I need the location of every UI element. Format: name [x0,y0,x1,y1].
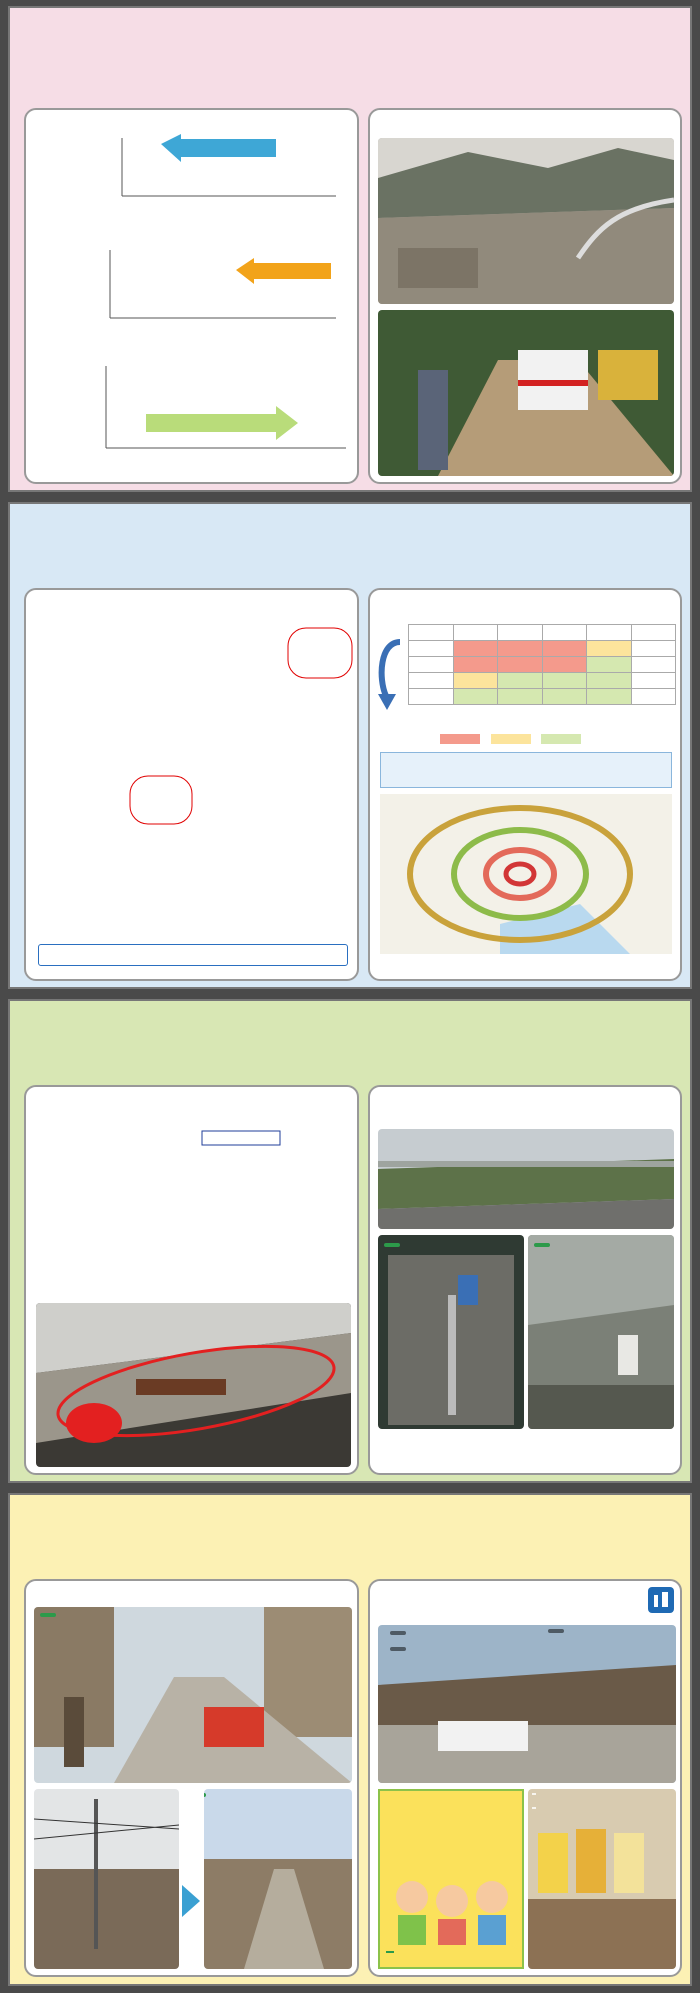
table-header-row [409,625,676,641]
repair-photo [528,1235,674,1429]
roadside-station-panel [368,1579,682,1977]
legend-swatch-free [541,734,581,744]
tdm-panel [368,588,682,981]
disaster-panel [368,108,682,484]
section-maintenance [8,999,692,1483]
table-cell [498,673,543,689]
table-cell-route [409,657,454,673]
table-row [409,641,676,657]
legend-swatch-busy [491,734,531,744]
table-cell [453,689,498,705]
curved-arrow-icon [376,638,404,718]
table-cell [542,641,587,657]
table-header [409,625,454,641]
table-cell [453,641,498,657]
increase-arrow [146,406,298,440]
section-expressway [8,6,692,492]
section-walkable-roads [8,1493,692,1986]
community-station-photo [378,1625,676,1783]
tdm-ring-road-map [380,794,672,954]
inspection-photo [378,1235,524,1429]
delivery-service-poster [378,1789,524,1969]
table-cell [587,673,632,689]
table-cell [631,689,676,705]
table-header [453,625,498,641]
reduction-arrow [161,134,276,162]
reduction-arrow [236,258,331,284]
expressway-damage-photo [36,1303,351,1467]
table-header [498,625,543,641]
table-row [409,657,676,673]
table-cell [587,689,632,705]
roadside-station-logo-icon [648,1587,674,1613]
table-header [631,625,676,641]
table-cell [542,657,587,673]
congestion-table [408,624,676,705]
inspection-tag [384,1243,400,1247]
before-utility-poles-photo [34,1789,179,1969]
sanriku-road-photo [378,138,674,304]
photo-caption [532,1793,536,1795]
accident-rate-chart [26,134,356,226]
table-cell [631,657,676,673]
table-cell-route [409,641,454,657]
aging-bridges-panel [24,1085,359,1475]
table-row [409,689,676,705]
after-utility-poles-photo [204,1789,352,1969]
table-header [587,625,632,641]
table-header [542,625,587,641]
rescue-road-photo [378,310,674,476]
table-cell [498,689,543,705]
poster-service-label [386,1951,394,1953]
space-reallocation-tag [40,1613,56,1617]
population-bridge-pyramid [26,1111,359,1283]
fuel-economy-charts [26,624,359,924]
table-cell [587,641,632,657]
severe-damage-badge [66,1403,122,1443]
bullet-box [380,752,672,788]
local-products-photo [528,1789,676,1969]
photo-caption [532,1807,536,1809]
facility-label [548,1629,564,1633]
table-cell-route [409,689,454,705]
table-cell [542,673,587,689]
co2-emission-chart [26,248,356,340]
table-cell [453,657,498,673]
facility-label [390,1631,406,1635]
table-legend [430,734,581,745]
overpass-photo [378,1129,674,1229]
municipal-bridges-panel [368,1085,682,1475]
expressway-charts-panel [24,108,359,484]
table-cell-route [409,673,454,689]
table-cell [498,641,543,657]
note-box [38,944,348,966]
section-smart-use [8,502,692,989]
living-roads-panel [24,1579,359,1977]
table-cell [498,657,543,673]
table-cell [453,673,498,689]
table-cell [631,641,676,657]
table-cell [587,657,632,673]
shared-street-photo [34,1607,352,1783]
table-row [409,673,676,689]
table-cell [542,689,587,705]
facility-label [390,1647,406,1651]
elderly-people-illustration [382,1867,522,1947]
traffic-volume-chart [26,364,356,484]
legend-swatch-congested [440,734,480,744]
panel-title [36,1589,44,1603]
before-after-arrow-icon [182,1881,202,1921]
repair-tag [534,1243,550,1247]
table-cell [631,673,676,689]
fuel-economy-panel [24,588,359,981]
